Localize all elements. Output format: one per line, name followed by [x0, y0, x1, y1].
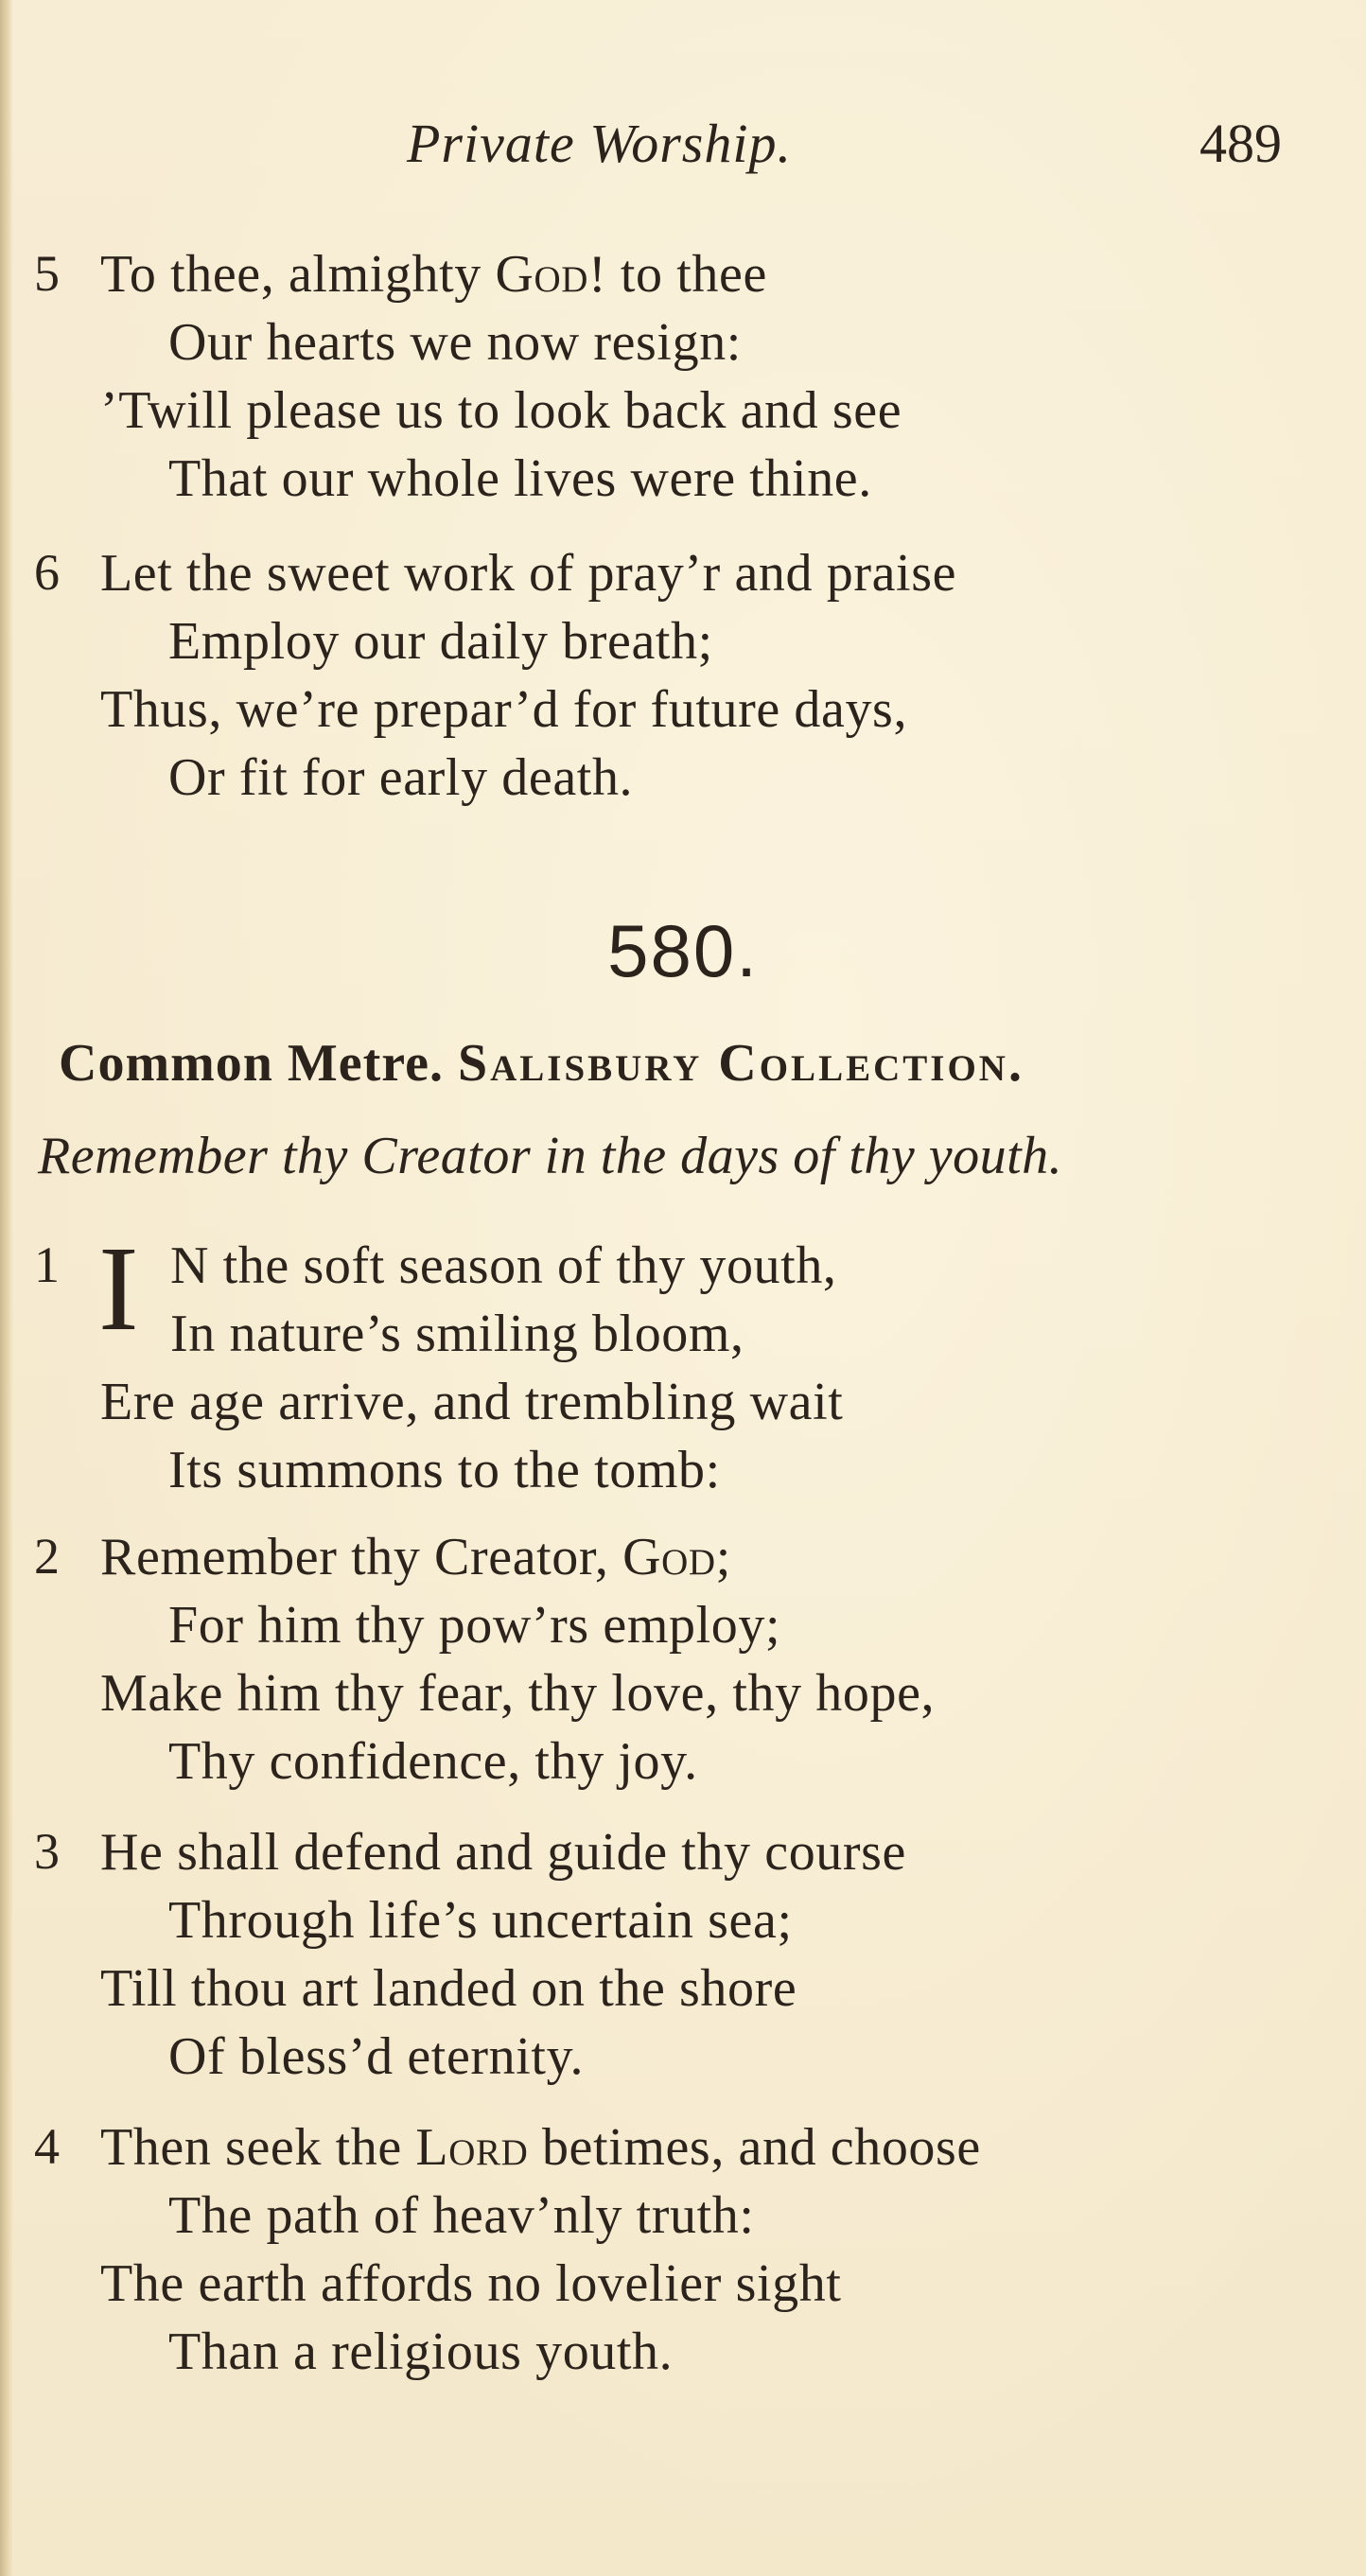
- verse-line: Employ our daily breath;: [168, 612, 713, 671]
- page-number: 489: [1200, 113, 1282, 174]
- running-head: Private Worship.: [407, 113, 792, 174]
- verse-number: 3: [34, 1823, 60, 1880]
- verse-line: Till thou art landed on the shore: [100, 1959, 797, 2018]
- divine-name: Lord: [415, 2118, 529, 2177]
- verse-line: Ere age arrive, and trembling wait: [100, 1373, 844, 1431]
- verse-line: Our hearts we now resign:: [168, 313, 742, 372]
- metre: Common Metre.: [59, 1034, 444, 1093]
- verse-line: Than a religious youth.: [168, 2322, 674, 2381]
- verse-line: Through life’s uncertain sea;: [168, 1891, 793, 1950]
- verse-line: ’Twill please us to look back and see: [100, 381, 902, 440]
- verse-line: Of bless’d eternity.: [168, 2027, 585, 2086]
- hymn-number: 580.: [607, 909, 759, 992]
- verse-line: In nature’s smiling bloom,: [170, 1305, 744, 1363]
- verse-line: That our whole lives were thine.: [168, 449, 872, 508]
- verse-line: Let the sweet work of pray’r and praise: [100, 544, 957, 603]
- metre-collection-line: [59, 1033, 1024, 1094]
- verse-line: Thy confidence, thy joy.: [168, 1732, 698, 1791]
- verse-number: 5: [34, 245, 60, 302]
- verse-line: Thus, we’re prepar’d for future days,: [100, 680, 908, 739]
- verse-line: The path of heav’nly truth:: [168, 2186, 755, 2245]
- verse-line: The earth affords no lovelier sight: [100, 2254, 842, 2313]
- verse-number: 1: [34, 1236, 60, 1293]
- verse-line: N the soft season of thy youth,: [170, 1236, 837, 1295]
- verse-line: He shall defend and guide thy course: [100, 1823, 907, 1882]
- verse-line: Or fit for early death.: [168, 748, 634, 807]
- verse-line: To thee, almighty God! to thee: [100, 245, 767, 304]
- page-gutter: [0, 0, 13, 2576]
- drop-cap: I: [98, 1221, 139, 1356]
- divine-name: God: [495, 245, 589, 304]
- verse-number: 6: [34, 544, 60, 601]
- verse-number: 2: [34, 1528, 60, 1585]
- collection: Salisbury Collection.: [457, 1034, 1024, 1093]
- verse-line: For him thy pow’rs employ;: [168, 1596, 781, 1655]
- verse-number: 4: [34, 2118, 60, 2175]
- hymn-subtitle: Remember thy Creator in the days of thy youth.: [38, 1127, 1063, 1185]
- verse-line: Make him thy fear, thy love, thy hope,: [100, 1664, 936, 1723]
- verse-line: Remember thy Creator, God;: [100, 1528, 731, 1586]
- divine-name: God: [622, 1528, 716, 1586]
- verse-line: Then seek the Lord betimes, and choose: [100, 2118, 981, 2177]
- verse-line: Its summons to the tomb:: [168, 1441, 721, 1499]
- page-header: [0, 112, 1366, 187]
